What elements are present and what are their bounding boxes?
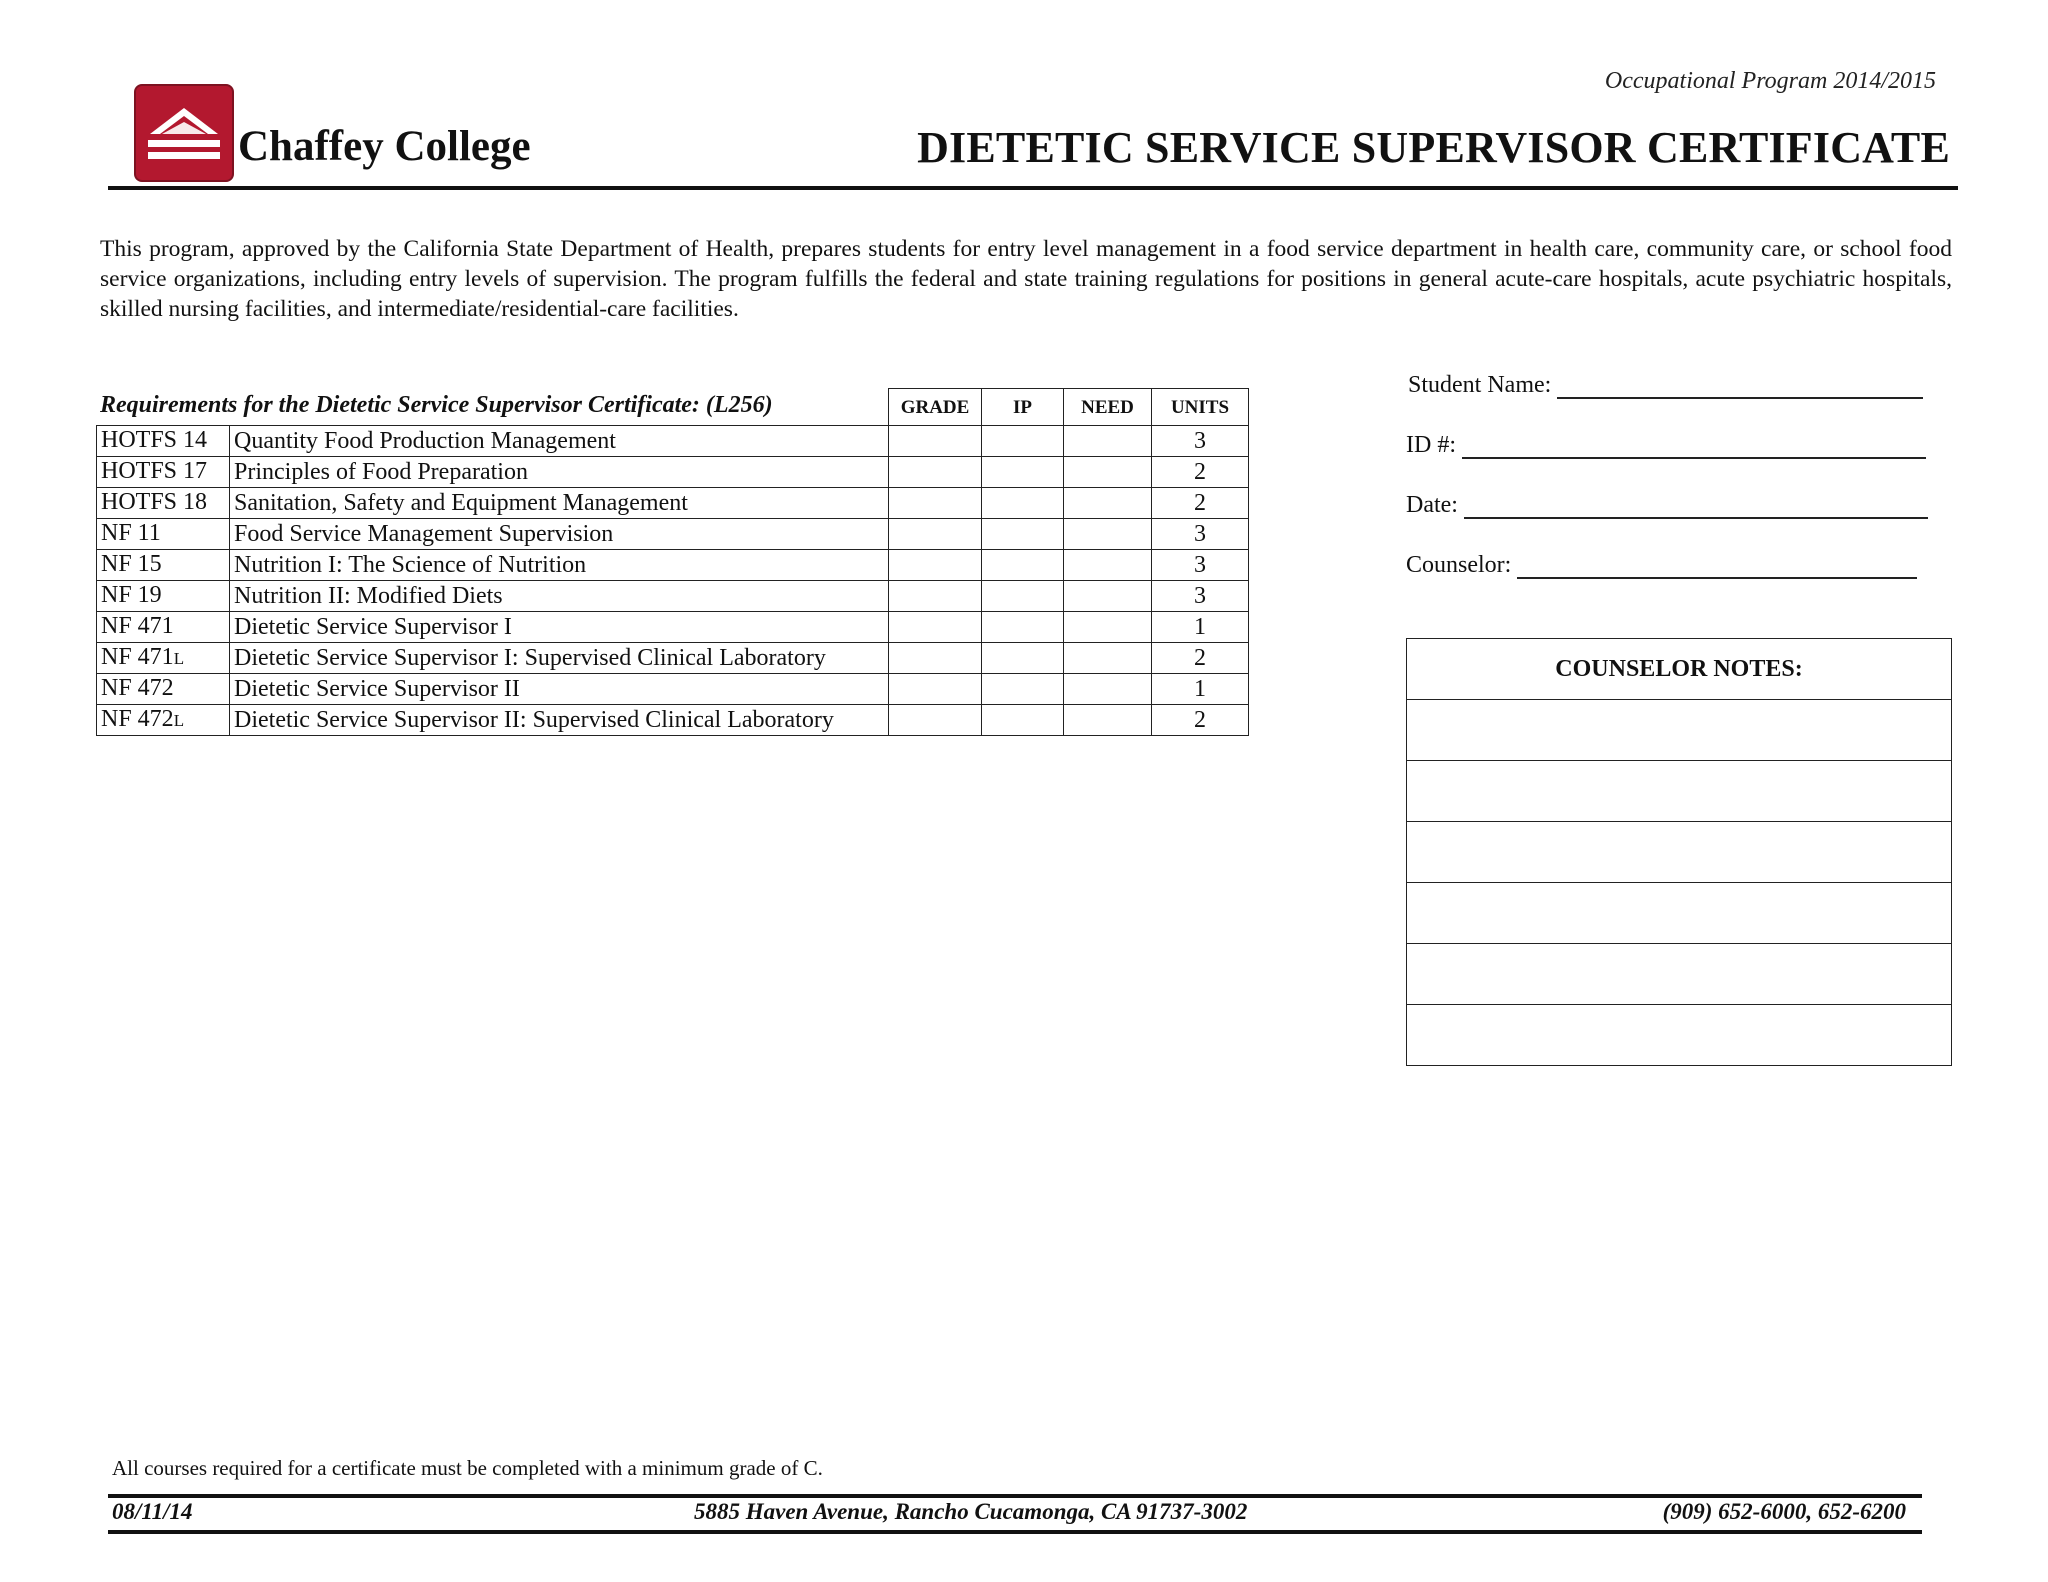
units-cell: 3	[1152, 426, 1249, 457]
need-cell[interactable]	[1064, 705, 1152, 736]
course-code: NF 471	[101, 613, 174, 639]
need-cell[interactable]	[1064, 457, 1152, 488]
footer-divider-top	[108, 1494, 1922, 1498]
course-row	[97, 550, 1249, 581]
grade-cell[interactable]	[889, 426, 982, 457]
course-row	[97, 612, 1249, 643]
course-row	[97, 488, 1249, 519]
units-cell: 2	[1152, 488, 1249, 519]
course-code: HOTFS 18	[101, 489, 208, 515]
course-title: Nutrition I: The Science of Nutrition	[230, 550, 889, 581]
course-title: Nutrition II: Modified Diets	[230, 581, 889, 612]
ip-cell[interactable]	[982, 705, 1064, 736]
course-row	[97, 519, 1249, 550]
course-title: Dietetic Service Supervisor I: Supervised Clinical Laboratory	[230, 643, 889, 674]
college-name: Chaffey College	[238, 123, 531, 170]
column-ip-header: IP	[982, 389, 1064, 426]
course-code-cell	[97, 581, 230, 612]
course-title: Quantity Food Production Management	[230, 426, 889, 457]
student-name-label: Student Name:	[1408, 372, 1552, 398]
course-row	[97, 643, 1249, 674]
course-row	[97, 457, 1249, 488]
need-cell[interactable]	[1064, 612, 1152, 643]
grade-cell[interactable]	[889, 457, 982, 488]
date-label: Date:	[1406, 492, 1458, 518]
ip-cell[interactable]	[982, 488, 1064, 519]
course-code: HOTFS 17	[101, 458, 208, 484]
course-title: Dietetic Service Supervisor II: Supervised Clinical Laboratory	[230, 705, 889, 736]
units-cell: 3	[1152, 581, 1249, 612]
grade-cell[interactable]	[889, 550, 982, 581]
course-code: NF 19	[101, 582, 162, 608]
counselor-notes-title: COUNSELOR NOTES:	[1407, 639, 1951, 700]
course-row	[97, 426, 1249, 457]
notes-line[interactable]	[1407, 700, 1951, 761]
column-units-header: UNITS	[1152, 389, 1249, 426]
footer-address: 5885 Haven Avenue, Rancho Cucamonga, CA 91737-3002	[694, 1499, 1248, 1524]
notes-line[interactable]	[1407, 883, 1951, 944]
footer-divider-bottom	[108, 1530, 1922, 1534]
course-code: NF 472	[101, 706, 174, 732]
requirements-table	[96, 388, 1249, 736]
course-code-cell	[97, 457, 230, 488]
program-description: This program, approved by the California State Department of Health, prepares students for entry level management in a food service department in health care, community care, or school food service organizations, including entry levels of supervision. The program fulfills the federal and state training regulations for positions in general acute-care hospitals, acute psychiatric hospitals, skilled nursing facilities, and intermediate/residential-care facilities.	[100, 236, 1952, 322]
course-title: Dietetic Service Supervisor I	[230, 612, 889, 643]
course-code-cell	[97, 643, 230, 674]
counselor-notes-box	[1406, 638, 1952, 1066]
counselor-field[interactable]	[1406, 552, 1917, 579]
document-title: DIETETIC SERVICE SUPERVISOR CERTIFICATE	[917, 123, 1950, 172]
course-code: NF 471	[101, 644, 174, 670]
course-code: NF 15	[101, 551, 162, 577]
need-cell[interactable]	[1064, 519, 1152, 550]
grade-cell[interactable]	[889, 612, 982, 643]
grade-cell[interactable]	[889, 519, 982, 550]
date-line[interactable]	[1464, 493, 1928, 519]
course-code-cell	[97, 674, 230, 705]
course-row	[97, 674, 1249, 705]
units-cell: 2	[1152, 643, 1249, 674]
ip-cell[interactable]	[982, 550, 1064, 581]
program-year: Occupational Program 2014/2015	[1604, 68, 1936, 94]
course-code-cell	[97, 488, 230, 519]
student-id-line[interactable]	[1462, 433, 1926, 459]
need-cell[interactable]	[1064, 674, 1152, 705]
ip-cell[interactable]	[982, 426, 1064, 457]
student-name-field[interactable]	[1408, 372, 1923, 399]
course-code-cell	[97, 550, 230, 581]
grade-cell[interactable]	[889, 488, 982, 519]
counselor-line[interactable]	[1517, 553, 1917, 579]
minimum-grade-note: All courses required for a certificate must be completed with a minimum grade of C.	[112, 1456, 823, 1480]
grade-cell[interactable]	[889, 643, 982, 674]
ip-cell[interactable]	[982, 519, 1064, 550]
course-code: NF 11	[101, 520, 161, 546]
course-code-cell	[97, 705, 230, 736]
notes-line[interactable]	[1407, 1005, 1951, 1065]
course-code-cell	[97, 426, 230, 457]
grade-cell[interactable]	[889, 581, 982, 612]
units-cell: 1	[1152, 612, 1249, 643]
course-row	[97, 705, 1249, 736]
student-id-label: ID #:	[1406, 432, 1456, 458]
footer-date: 08/11/14	[112, 1499, 193, 1524]
course-code: NF 472	[101, 675, 174, 701]
college-logo	[136, 86, 232, 180]
course-code: HOTFS 14	[101, 427, 208, 453]
units-cell: 2	[1152, 705, 1249, 736]
ip-cell[interactable]	[982, 457, 1064, 488]
units-cell: 2	[1152, 457, 1249, 488]
counselor-label: Counselor:	[1406, 552, 1512, 578]
grade-cell[interactable]	[889, 705, 982, 736]
footer-phone: (909) 652-6000, 652-6200	[1662, 1499, 1906, 1524]
units-cell: 3	[1152, 550, 1249, 581]
course-list	[97, 426, 1249, 736]
course-code-cell	[97, 612, 230, 643]
date-field[interactable]	[1406, 492, 1928, 519]
grade-cell[interactable]	[889, 674, 982, 705]
student-name-line[interactable]	[1557, 373, 1923, 399]
notes-line[interactable]	[1407, 822, 1951, 883]
units-cell: 1	[1152, 674, 1249, 705]
ip-cell[interactable]	[982, 674, 1064, 705]
course-title: Sanitation, Safety and Equipment Management	[230, 488, 889, 519]
notes-line[interactable]	[1407, 944, 1951, 1005]
course-title: Dietetic Service Supervisor II	[230, 674, 889, 705]
ip-cell[interactable]	[982, 612, 1064, 643]
course-code-suffix: L	[173, 711, 185, 730]
units-cell: 3	[1152, 519, 1249, 550]
header-divider	[108, 186, 1958, 190]
student-id-field[interactable]	[1406, 432, 1926, 459]
ip-cell[interactable]	[982, 581, 1064, 612]
course-title: Food Service Management Supervision	[230, 519, 889, 550]
need-cell[interactable]	[1064, 581, 1152, 612]
need-cell[interactable]	[1064, 643, 1152, 674]
need-cell[interactable]	[1064, 426, 1152, 457]
ip-cell[interactable]	[982, 643, 1064, 674]
course-row	[97, 581, 1249, 612]
need-cell[interactable]	[1064, 550, 1152, 581]
column-grade-header: GRADE	[889, 389, 982, 426]
column-need-header: NEED	[1064, 389, 1152, 426]
need-cell[interactable]	[1064, 488, 1152, 519]
course-title: Principles of Food Preparation	[230, 457, 889, 488]
requirements-title: Requirements for the Dietetic Service Supervisor Certificate: (L256)	[100, 392, 773, 418]
course-code-suffix: L	[173, 649, 185, 668]
notes-line[interactable]	[1407, 761, 1951, 822]
course-code-cell	[97, 519, 230, 550]
